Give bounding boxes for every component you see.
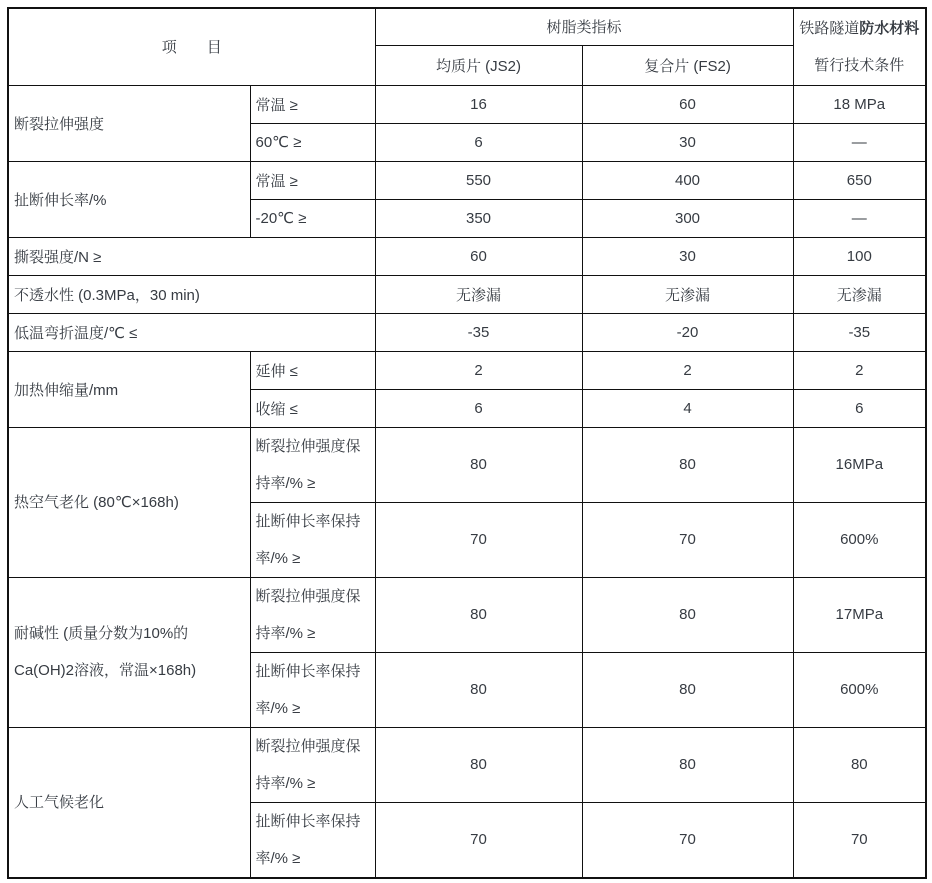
row-sublabel: 常温 ≥ <box>250 161 375 199</box>
header-rail-line1-normal: 铁路隧道 <box>799 19 860 37</box>
cell-value: 80 <box>375 427 582 502</box>
cell-value: 80 <box>375 652 582 727</box>
table-row <box>8 85 926 123</box>
cell-value: 650 <box>793 161 926 199</box>
cell-value: 16MPa <box>793 427 926 502</box>
cell-value: 无渗漏 <box>582 275 793 313</box>
cell-value: 600% <box>793 502 926 577</box>
row-sublabel: 断裂拉伸强度保持率/% ≥ <box>250 577 375 652</box>
cell-value: 30 <box>582 123 793 161</box>
cell-value: 70 <box>375 802 582 878</box>
cell-value: 30 <box>582 237 793 275</box>
cell-value: 6 <box>793 389 926 427</box>
header-rail-line1-bold: 防水材料 <box>859 19 920 37</box>
header-rail <box>793 8 926 85</box>
table-row <box>8 727 926 802</box>
table-row <box>8 275 926 313</box>
cell-value: 17MPa <box>793 577 926 652</box>
cell-value: 80 <box>582 652 793 727</box>
row-sublabel: 60℃ ≥ <box>250 123 375 161</box>
row-label: 低温弯折温度/℃ ≤ <box>8 313 375 351</box>
cell-value: 70 <box>582 802 793 878</box>
cell-value: -35 <box>375 313 582 351</box>
cell-value: 2 <box>793 351 926 389</box>
cell-value: 300 <box>582 199 793 237</box>
cell-value: 80 <box>582 577 793 652</box>
cell-value: 70 <box>375 502 582 577</box>
row-sublabel: 扯断伸长率保持率/% ≥ <box>250 802 375 878</box>
row-sublabel: 常温 ≥ <box>250 85 375 123</box>
cell-value: 350 <box>375 199 582 237</box>
row-sublabel: 延伸 ≤ <box>250 351 375 389</box>
header-rail-line2: 暂行技术条件 <box>814 56 905 74</box>
cell-value: 无渗漏 <box>375 275 582 313</box>
cell-value: 70 <box>582 502 793 577</box>
cell-value: 60 <box>582 85 793 123</box>
table-row <box>8 161 926 199</box>
cell-value: 600% <box>793 652 926 727</box>
row-label: 人工气候老化 <box>8 727 250 878</box>
cell-value: 18 MPa <box>793 85 926 123</box>
table-row <box>8 351 926 389</box>
cell-value: 2 <box>582 351 793 389</box>
cell-value: 100 <box>793 237 926 275</box>
cell-value: 6 <box>375 389 582 427</box>
header-col-js2: 均质片 (JS2) <box>375 45 582 85</box>
cell-value: 80 <box>375 577 582 652</box>
table-row <box>8 577 926 652</box>
cell-value: 60 <box>375 237 582 275</box>
row-sublabel: 扯断伸长率保持率/% ≥ <box>250 652 375 727</box>
cell-value: — <box>793 123 926 161</box>
header-row-1 <box>8 8 926 45</box>
cell-value: 80 <box>582 727 793 802</box>
cell-value: 550 <box>375 161 582 199</box>
row-label: 热空气老化 (80℃×168h) <box>8 427 250 577</box>
row-label: 扯断伸长率/% <box>8 161 250 237</box>
table-row <box>8 427 926 502</box>
header-resin-group: 树脂类指标 <box>375 8 793 45</box>
cell-value: 80 <box>375 727 582 802</box>
row-label: 撕裂强度/N ≥ <box>8 237 375 275</box>
header-col-fs2: 复合片 (FS2) <box>582 45 793 85</box>
row-sublabel: 扯断伸长率保持率/% ≥ <box>250 502 375 577</box>
table-row <box>8 313 926 351</box>
row-sublabel: 断裂拉伸强度保持率/% ≥ <box>250 727 375 802</box>
cell-value: -35 <box>793 313 926 351</box>
cell-value: 16 <box>375 85 582 123</box>
cell-value: 4 <box>582 389 793 427</box>
row-sublabel: 断裂拉伸强度保持率/% ≥ <box>250 427 375 502</box>
spec-table <box>7 7 927 879</box>
row-sublabel: -20℃ ≥ <box>250 199 375 237</box>
cell-value: 80 <box>582 427 793 502</box>
row-sublabel: 收缩 ≤ <box>250 389 375 427</box>
cell-value: 400 <box>582 161 793 199</box>
row-label: 加热伸缩量/mm <box>8 351 250 427</box>
header-item: 项 目 <box>8 8 375 85</box>
row-label: 耐碱性 (质量分数为10%的Ca(OH)2溶液，常温×168h) <box>8 577 250 727</box>
cell-value: -20 <box>582 313 793 351</box>
table-row <box>8 237 926 275</box>
row-label: 不透水性 (0.3MPa，30 min) <box>8 275 375 313</box>
row-label: 断裂拉伸强度 <box>8 85 250 161</box>
cell-value: 80 <box>793 727 926 802</box>
cell-value: 70 <box>793 802 926 878</box>
cell-value: — <box>793 199 926 237</box>
cell-value: 2 <box>375 351 582 389</box>
cell-value: 无渗漏 <box>793 275 926 313</box>
cell-value: 6 <box>375 123 582 161</box>
